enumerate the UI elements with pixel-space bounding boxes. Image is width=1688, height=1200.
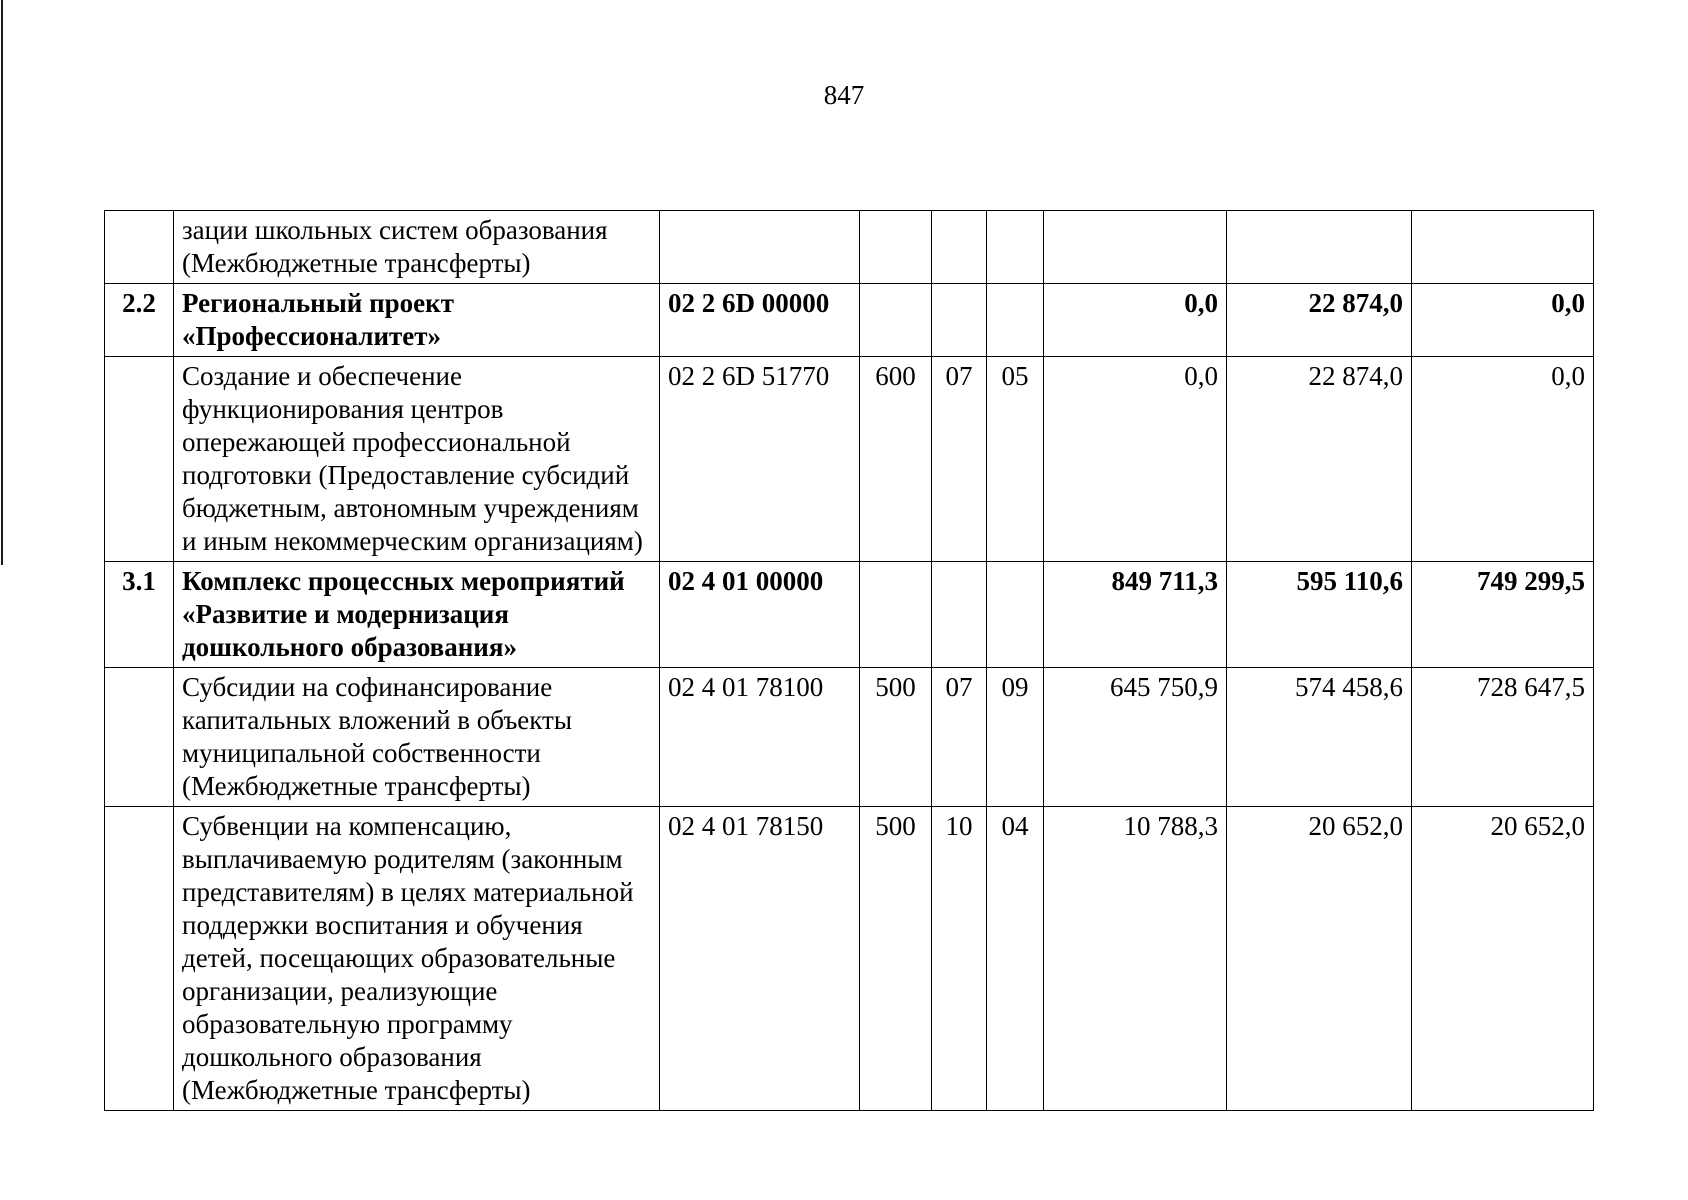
page-number: 847 xyxy=(823,80,865,110)
row-name: зации школьных систем образования (Межбюджетные трансферты) xyxy=(174,211,660,284)
expense-type-code: 600 xyxy=(860,357,932,562)
amount-3: 728 647,5 xyxy=(1412,668,1594,807)
table-row xyxy=(105,668,1594,807)
subsection-code xyxy=(987,211,1044,284)
section-code: 07 xyxy=(932,668,987,807)
amount-1: 0,0 xyxy=(1044,284,1227,357)
amount-1: 849 711,3 xyxy=(1044,562,1227,668)
section-code xyxy=(932,211,987,284)
amount-2: 22 874,0 xyxy=(1227,357,1412,562)
amount-2 xyxy=(1227,211,1412,284)
section-code xyxy=(932,562,987,668)
row-number xyxy=(105,357,174,562)
expense-type-code xyxy=(860,284,932,357)
row-number xyxy=(105,668,174,807)
expense-type-code: 500 xyxy=(860,807,932,1111)
amount-3: 749 299,5 xyxy=(1412,562,1594,668)
table-row xyxy=(105,211,1594,284)
subsection-code xyxy=(987,562,1044,668)
table-row xyxy=(105,284,1594,357)
amount-3: 0,0 xyxy=(1412,357,1594,562)
row-name: Создание и обеспечение функционирования центров опережающей профессиональной подготовки (Предоставление субсидий бюджетным, автономным учреждениям и иным некоммерческим организациям) xyxy=(174,357,660,562)
section-code: 07 xyxy=(932,357,987,562)
amount-3: 20 652,0 xyxy=(1412,807,1594,1111)
subsection-code xyxy=(987,284,1044,357)
section-code: 10 xyxy=(932,807,987,1111)
row-number xyxy=(105,807,174,1111)
subsection-code: 04 xyxy=(987,807,1044,1111)
subsection-code: 05 xyxy=(987,357,1044,562)
target-article-code: 02 4 01 00000 xyxy=(660,562,860,668)
amount-1: 0,0 xyxy=(1044,357,1227,562)
target-article-code: 02 4 01 78100 xyxy=(660,668,860,807)
target-article-code: 02 2 6D 51770 xyxy=(660,357,860,562)
target-article-code: 02 4 01 78150 xyxy=(660,807,860,1111)
amount-3: 0,0 xyxy=(1412,284,1594,357)
amount-1: 10 788,3 xyxy=(1044,807,1227,1111)
amount-2: 574 458,6 xyxy=(1227,668,1412,807)
row-name: Комплекс процессных мероприятий «Развитие и модернизация дошкольного образования» xyxy=(174,562,660,668)
row-number: 3.1 xyxy=(105,562,174,668)
expense-type-code: 500 xyxy=(860,668,932,807)
target-article-code xyxy=(660,211,860,284)
table-row xyxy=(105,357,1594,562)
row-number xyxy=(105,211,174,284)
row-name: Региональный проект «Профессионалитет» xyxy=(174,284,660,357)
target-article-code: 02 2 6D 00000 xyxy=(660,284,860,357)
amount-2: 20 652,0 xyxy=(1227,807,1412,1111)
expense-type-code xyxy=(860,211,932,284)
row-name: Субсидии на софинансирование капитальных вложений в объекты муниципальной собственности (Межбюджетные трансферты) xyxy=(174,668,660,807)
section-code xyxy=(932,284,987,357)
amount-2: 595 110,6 xyxy=(1227,562,1412,668)
amount-1: 645 750,9 xyxy=(1044,668,1227,807)
subsection-code: 09 xyxy=(987,668,1044,807)
budget-table xyxy=(104,210,1594,1111)
amount-3 xyxy=(1412,211,1594,284)
table-row xyxy=(105,562,1594,668)
table-row xyxy=(105,807,1594,1111)
row-number: 2.2 xyxy=(105,284,174,357)
amount-1 xyxy=(1044,211,1227,284)
expense-type-code xyxy=(860,562,932,668)
amount-2: 22 874,0 xyxy=(1227,284,1412,357)
row-name: Субвенции на компенсацию, выплачиваемую родителям (законным представителям) в целях материальной поддержки воспитания и обучения детей, посещающих образовательные организации, реализующие образовательную программу дошкольного образования (Межбюджетные трансферты) xyxy=(174,807,660,1111)
